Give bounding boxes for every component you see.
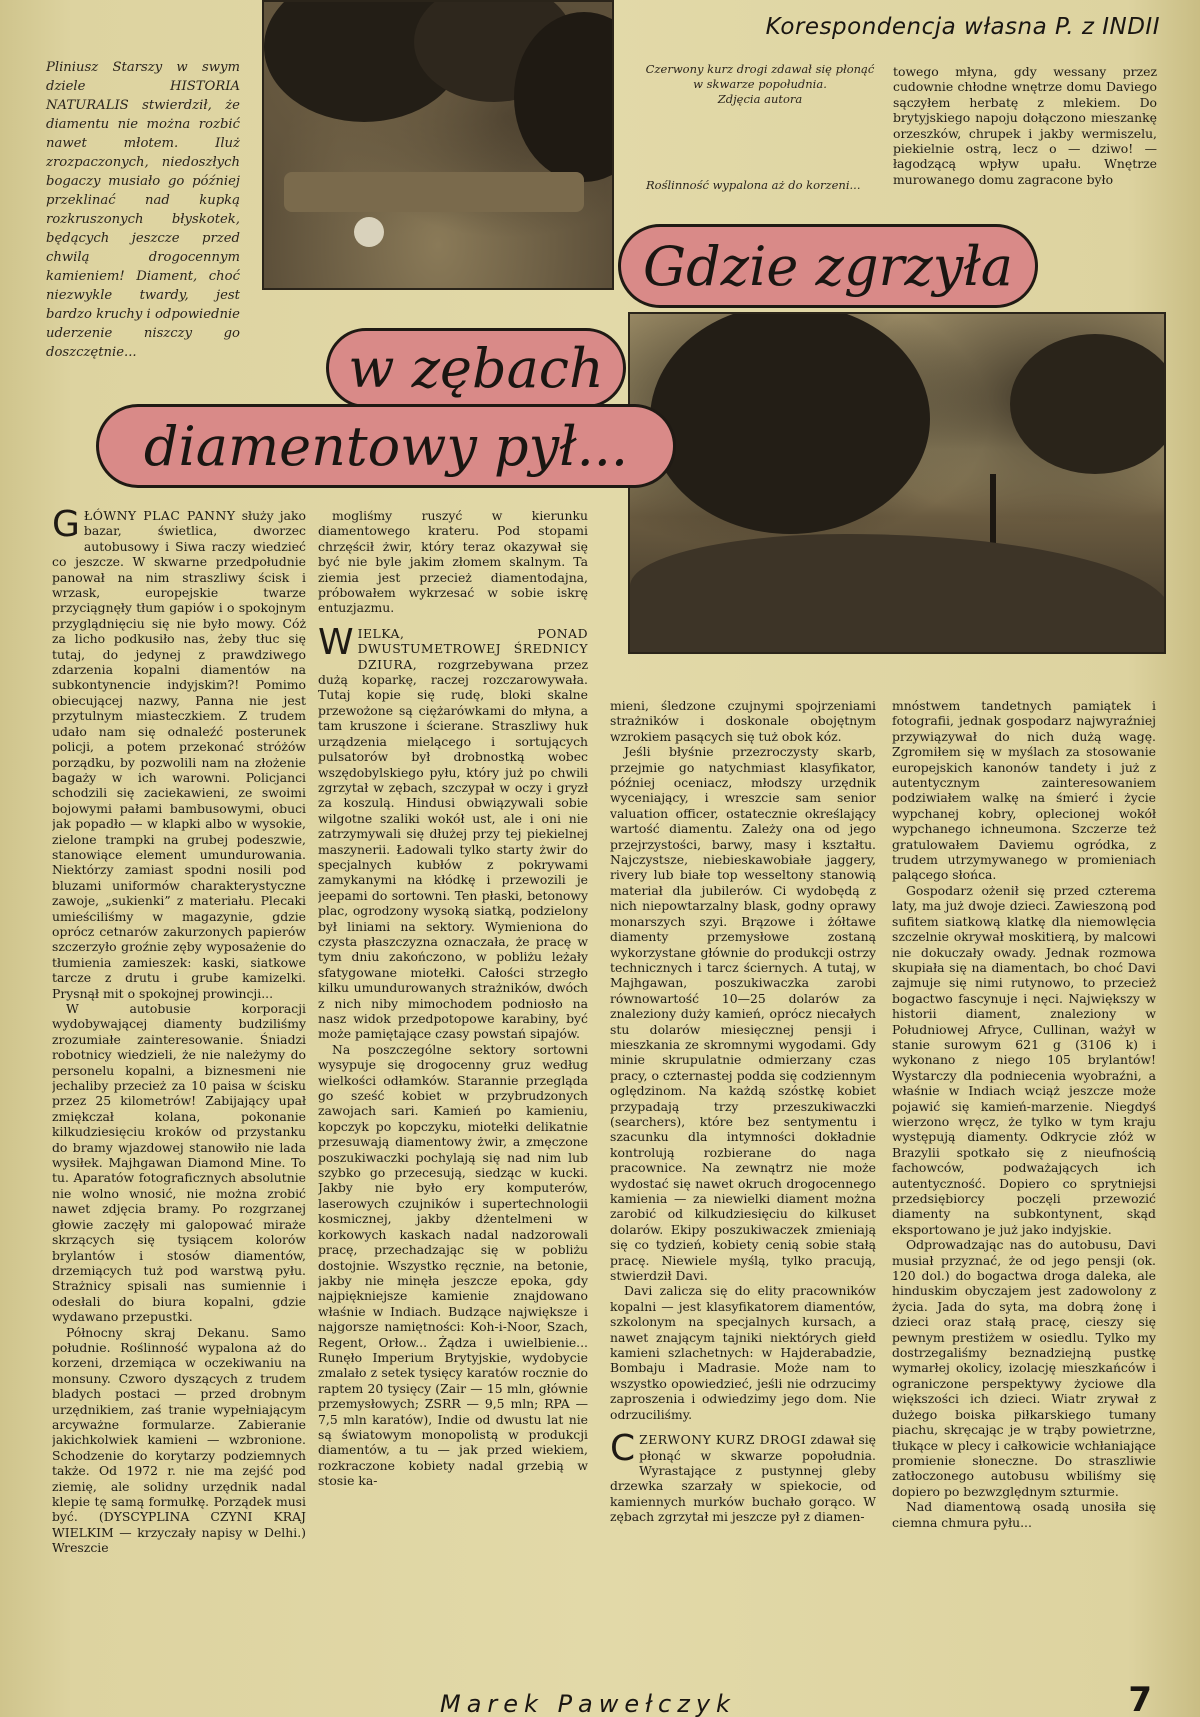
col2-paragraph-1: mogliśmy ruszyć w kierunku diamentowego krateru. Pod stopami chrzęścił żwir, który teraz okazywał się być nie byle jakim złomem skalnym. Ta ziemia jest przecież diamentodajna, próbowałem wykrzesać w sobie iskrę entuzjazmu. bbox=[318, 508, 588, 616]
col3-paragraph-4-text: zdawał się płonąć w skwarze popołudnia. Wyrastające z pustynnej gleby drzewka szarzały w spiekocie, od kamiennych murków buchało gorąco. W zębach zgrzytał mi jeszcze pył z diamen- bbox=[610, 1432, 876, 1525]
author-byline: Marek Pawełczyk bbox=[440, 1690, 736, 1717]
column-top-right bbox=[893, 64, 1157, 204]
caption-red-dust bbox=[640, 62, 880, 107]
column-3 bbox=[610, 698, 876, 1683]
title-ribbon-1 bbox=[618, 224, 1038, 308]
caption-vegetation: Roślinność wypalona aż do korzeni... bbox=[646, 178, 861, 192]
col2-paragraph-2-text: rozgrzebywana przez dużą koparkę, raczej rozczarowywała. Tutaj kopie się rudę, bloki skalne przewożone są ciężarówkami do młyna, a tam kruszone i ścierane. Straszliwy huk urządzenia mielącego i sortujących pulsatorów był drobnostką wobec wszędobylskiego pyłu, który już po chwili zgrzytał w zębach, szczypał w oczy i gryzł za koszulą. Hindusi obwiązywali sobie wilgotne szaliki wokół ust, ale i oni nie zatrzymywali się dłużej przy tej piekielnej maszynerii. Ładowali tylko starty żwir do specjalnych kubłów z pokrywami zamykanymi na kłódkę i przewozili je jeepami do sortowni. Ten płaski, betonowy plac, ogrodzony wysoką siatką, podzielony był liniami na sektory. Wymieniona do czysta płaszczyzna oznaczała, że pracę w tym dniu zakończono, w pobliżu leżały sfatygowane miotełki. Całości strzegło kilku umundurowanych strażników, dwóch z nich niby mimochodem podniosło na nasz widok przedpotopowe karabiny, być może pamiętające czasy powstań sipajów. bbox=[318, 656, 588, 1042]
col3-paragraph-2: Jeśli błyśnie przezroczysty skarb, przejmie go natychmiast klasyfikator, później oceniacz, młodszy urzędnik wyceniający, i wreszcie sam senior valuation officer, ostatecznie określający wartość diamentu. Zależy ona od jego przejrzystości, barwy, masy i kształtu. Najczystsze, niebieskawobiałe jaggery, rivery lub białe top wesseltony stanowią materiał dla jubilerów. Ci wydobędą z nich niepowtarzalny blask, godny oprawy monarszych szyi. Brązowe i żółtawe diamenty przemysłowe zostaną wykorzystane głównie do produkcji ostrzy technicznych i tarcz ściernych. A tutaj, w Majhgawan, poszukiwaczka zarobi równowartość 10—25 dolarów za znaleziony duży kamień, oprócz niecałych stu dolarów miesięcznej pensji i mieszkania ze skromnymi wygodami. Gdy minie skrupulatnie odmierzany czas pracy, o czternastej podda się codziennym oględzinom. Na każdą szóstkę kobiet przypadają trzy przeszukiwaczki (searchers), które bez sentymentu i szacunku dla intymności dokładnie kontrolują rozbierane do naga pracownice. Na zewnątrz nie może wydostać się nawet okruch drogocennego kamienia — za niewielki diament można zarobić od kilkudziesięciu do kilkuset dolarów. Ekipy poszukiwaczek zmieniają się co tydzień, kobiety cenią sobie stałą pracę. Niewiele myślą, tylko pracują, stwierdził Davi. bbox=[610, 744, 876, 1284]
col4-paragraph-2: Gospodarz ożenił się przed czterema laty, ma już dwoje dzieci. Zawieszoną pod sufitem siatkową klatkę dla niemowlęcia szczelnie okrywał moskitierą, by malcowi nie dokuczały owady. Jednak rozmowa skupiała się na diamentach, bo choć Davi zajmuje się nimi rutynowo, to przecież bogactwo fascynuje i nęci. Największy w historii diament, znaleziony w Południowej Afryce, Cullinan, ważył w stanie surowym 621 g (3106 k) i wykonano z niego 105 brylantów! Wystarczy dla podniecenia wyobraźni, a właśnie w Indiach wciąż jeszcze może pojawić się kamień-marzenie. Niegdyś wierzono wręcz, że tylko w tym kraju występują diamenty. Odkrycie złóż w Brazylii spotkało się z nieufnością fachowców, podważających ich autentyczność. Dopiero co sprytniejsi przedsiębiorcy poczęli przewozić diamenty na subkontynent, skąd eksportowano je już jako indyjskie. bbox=[892, 882, 1156, 1237]
photo-scorched-landscape bbox=[628, 312, 1166, 654]
intro-paragraph: Pliniusz Starszy w swym dziele HISTORIA NATURALIS stwierdził, że diamentu nie można rozbić nawet młotem. Iluż zrozpaczonych, niedoszłych bogaczy musiało go później przeklinać nad kupką rozkruszonych błyskotek, będących jeszcze przed chwilą drogocennym kamieniem! Diament, choć niezwykle twardy, jest bardzo kruchy i odpowiednie uderzenie niszczy go doszczętnie... bbox=[46, 60, 240, 360]
col2-lead: IELKA, PONAD DWUSTUMETROWEJ ŚREDNICY DZIURA, bbox=[357, 625, 588, 672]
col4-paragraph-4: Nad diamentową osadą unosiła się ciemna chmura pyłu... bbox=[892, 1499, 1156, 1530]
title-ribbon-2 bbox=[326, 328, 626, 408]
title-line-1: Gdzie zgrzyła bbox=[642, 234, 1014, 298]
top-right-paragraph: towego młyna, gdy wessany przez cudownie chłodne wnętrze domu Daviego sączyłem herbatę z mlekiem. Do brytyjskiego napoju dołączono mieszankę orzeszków, chrupek i jakby wermiszelu, piekielnie ostrą, lecz o — dziwo! — łagodzącą wpływ upału. Wnętrze murowanego domu zagracone było bbox=[893, 64, 1157, 187]
page-number: 7 bbox=[1128, 1680, 1152, 1717]
col2-paragraph-3: Na poszczególne sektory sortowni wysypuje się drogocenny gruz według wielkości odłamków. Starannie przegląda go sześć kobiet w przybrudzonych zawojach sari. Kamień po kamieniu, kopczyk po kopczyku, miotełki delikatnie przesuwają diamentowy żwir, a zmęczone poszukiwaczki pochylają się nad nim lub szybko go przecesują, siedząc w kucki. Jakby nie było ery komputerów, laserowych czujników i supertechnologii kosmicznej, jakby dżentelmeni w korkowych kaskach nadal nadzorowali pracę, przechadzając się w pobliżu dostojnie. Wszystko ręcznie, na betonie, jakby nie minęła jeszcze epoka, gdy najpiękniejsze kamienie znajdowano właśnie w Indiach. Budzące największe i najgorsze namiętności: Koh-i-Noor, Szach, Regent, Orłow... Żądza i uwielbienie... Runęło Imperium Brytyjskie, wydobycie zmalało z setek tysięcy karatów rocznie do raptem 20 tysięcy (Zair — 15 mln, głównie przemysłowych; ZSRR — 9,5 mln; RPA — 7,5 mln karatów), Indie od dwustu lat nie są światowym monopolistą w produkcji diamentów, a tu — jak przed wiekiem, rozkraczone kobiety nadal grzebią w stosie ka- bbox=[318, 1041, 588, 1489]
photo-red-dust-road bbox=[262, 0, 614, 290]
kicker-correspondence: Korespondencja własna P. z INDII bbox=[765, 14, 1160, 40]
col3-dropcap: C bbox=[610, 1428, 636, 1470]
col3-paragraph-3: Davi zalicza się do elity pracowników kopalni — jest klasyfikatorem diamentów, szkolonym na specjalnych kursach, a nawet znającym tajniki niektórych giełd kamieni szlachetnych: w Hajderabadzie, Bombaju i Madrasie. Może nam to wszystko opowiedzieć, jeśli nie odrzucimy zaproszenia i odwiedzimy jego dom. Nie odrzuciliśmy. bbox=[610, 1283, 876, 1422]
title-line-3: diamentowy pył... bbox=[143, 414, 629, 478]
col3-paragraph-4 bbox=[610, 1428, 876, 1525]
col4-paragraph-1: mnóstwem tandetnych pamiątek i fotografii, jednak gospodarz najwyraźniej przywiązywał do nich dużą wagę. Zgromiłem się w myślach za stosowanie europejskich kanonów tandety i już z autentycznym zainteresowaniem podziwiałem walkę na śmierć i życie wypchanej kobry, oplecionej wokół wypchanego ichneumona. Szczerze też gratulowałem Daviemu ogródka, z trudem utrzymywanego w promieniach palącego słońca. bbox=[892, 698, 1156, 883]
col1-paragraph-2: W autobusie korporacji wydobywającej diamenty budziliśmy zrozumiałe zainteresowanie. Śniadzi robotnicy wiedzieli, że nie należymy do personelu kopalni, a biznesmeni nie jechaliby przecież za 10 paisa w ścisku przez 25 kilometrów! Zabijający upał zmiękczał kolana, pokonanie kilkudziesięciu kroków od przystanku do bramy wjazdowej stanowiło nie lada wysiłek. Majhgawan Diamond Mine. To tu. Aparatów fotograficznych absolutnie nie wolno wnosić, nie można zrobić nawet zdjęcia bramy. Po rozgrzanej głowie zaczęły mi galopować miraże skrzących się tysiącem kolorów brylantów i stosów diamentów, drzemiących tuż pod warstwą pyłu. Strażnicy spisali nas sumiennie i odesłali do biura kopalni, gdzie wydawano przepustki. bbox=[52, 1001, 306, 1325]
col1-paragraph-1-text: służy jako bazar, świetlica, dworzec autobusowy i Siwa raczy wiedzieć co jeszcze. W skwarne przedpołudnie panował na nim straszliwy ścisk i wrzask, europejskie twarze przyciągnęły tłum gapiów i o spokojnym przyglądnięciu się nie było mowy. Cóż za licho podkusiło nas, żeby tłuc się tutaj, do jedynej z prawdziwego zdarzenia kopalni diamentów na subkontynencie indyjskim?! Pomimo obiecującej nazwy, Panna nie jest przytulnym miasteczkiem. Z trudem udało nam się odnaleźć posterunek policji, a potem przekonać stróżów porządku, by pozwolili nam na złożenie bagaży w ich warowni. Policjanci schodzili się zaciekawieni, ze swoimi bojowymi pałami bambusowymi, obuci jak popadło — w klapki albo w wysokie, zielone trampki na grubej podeszwie, stanowiące element umundurowania. Niektórzy zamiast spodni nosili pod bluzami uniformów charakterystyczne zawoje, „sukienki” z materiału. Plecaki umieściliśmy w magazynie, gdzie oprócz cetnarów zakurzonych papierów szczerzyło groźnie zęby wyposażenie do tłumienia zamieszek: kaski, siatkowe tarcze z drutu i grube kamizelki. Prysnął mit o spokojnej prowincji... bbox=[52, 508, 306, 1001]
column-2 bbox=[318, 508, 588, 1683]
column-1 bbox=[52, 508, 306, 1683]
title-line-2: w zębach bbox=[348, 336, 604, 400]
column-4 bbox=[892, 698, 1156, 1683]
caption-red-dust-text: Czerwony kurz drogi zdawał się płonąć w skwarze popołudnia. bbox=[645, 62, 875, 91]
col3-paragraph-1: mieni, śledzone czujnymi spojrzeniami strażników i doskonale obojętnym wzrokiem pasących się tuż obok kóz. bbox=[610, 698, 876, 744]
col1-paragraph-3: Północny skraj Dekanu. Samo południe. Roślinność wypalona aż do korzeni, drzemiąca w oczekiwaniu na monsuny. Czworo dyszących z trudem bladych postaci — przed drobnym urzędnikiem, zaś tranie wypełniającym arcyważne formularze. Zabieranie jakichkolwiek kamieni — wzbronione. Schodzenie do korytarzy podziemnych także. Od 1972 r. nie ma zejść pod ziemię, ale solidny urzędnik nadal klepie tę samą formułkę. Porządek musi być. (DYSCYPLINA CZYNI KRAJ WIELKIM — krzyczały napisy w Delhi.) Wreszcie bbox=[52, 1324, 306, 1556]
col1-paragraph-1 bbox=[52, 508, 306, 1001]
col2-dropcap: W bbox=[318, 621, 354, 663]
col1-lead: ŁÓWNY PLAC PANNY bbox=[83, 508, 236, 523]
col4-paragraph-3: Odprowadzając nas do autobusu, Davi musiał przyznać, że od jego pensji (ok. 120 dol.) do bogactwa droga daleka, ale hinduskim obyczajem jest zadowolony z życia. Jada do syta, ma dobrą żonę i dzieci oraz stałą pracę, cieszy się pewnym prestiżem w osiedlu. Tylko my dostrzegaliśmy beznadziejną pustkę wymarłej okolicy, izolację mieszkańców i ograniczone perspektywy życiowe dla większości ich dzieci. Wiatr zrywał z dużego boiska piłkarskiego tumany piachu, skręcając je w trąby powietrzne, tłukące w plecy i całkowicie wchłaniające promienie słoneczne. Do straszliwie zatłoczonego autobusu wbiliśmy się dopiero po bezwzględnym szturmie. bbox=[892, 1237, 1156, 1499]
col1-dropcap: G bbox=[52, 508, 80, 545]
caption-photo-credit: Zdjęcia autora bbox=[717, 92, 803, 106]
title-ribbon-3 bbox=[96, 404, 676, 488]
col2-paragraph-2 bbox=[318, 621, 588, 1042]
col3-lead: ZERWONY KURZ DROGI bbox=[639, 1432, 807, 1448]
